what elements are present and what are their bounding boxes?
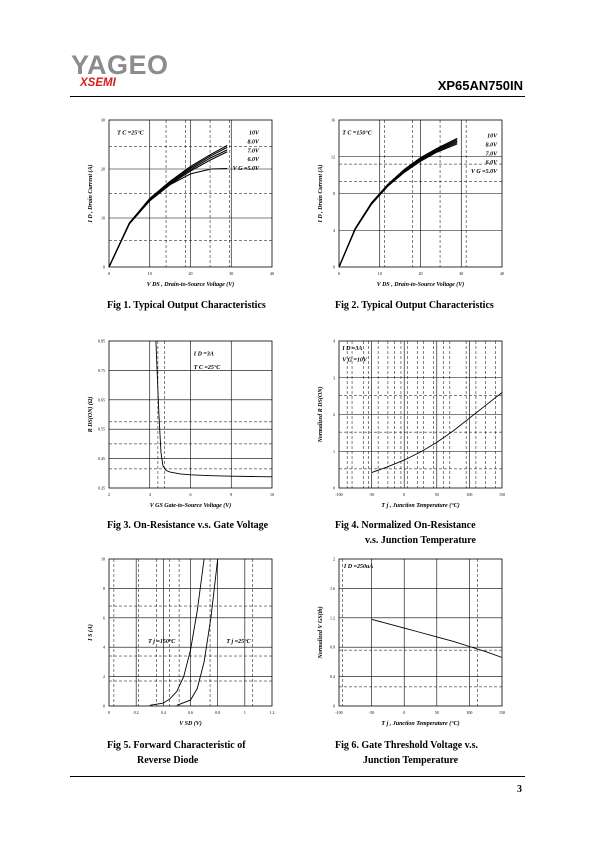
legend-entry: 8.0V (485, 142, 498, 149)
chart-annotation: T j =150°C (148, 638, 176, 645)
x-axis-label: V DS , Drain-to-Source Voltage (V) (376, 282, 465, 288)
y-tick-label: 1.6 (330, 585, 335, 591)
x-tick-label: 20 (188, 271, 193, 276)
x-tick-label: 10 (270, 492, 274, 497)
y-axis-label: I S (A) (88, 624, 94, 641)
fig5-svg (82, 551, 282, 731)
y-tick-label: 2 (103, 674, 105, 680)
y-tick-label: 0.55 (98, 426, 105, 432)
x-axis-label: V SD (V) (179, 721, 202, 727)
y-tick-label: 0.8 (330, 644, 335, 650)
fig6-caption-line1: Fig 6. Gate Threshold Voltage v.s. (335, 740, 478, 751)
fig1-svg (82, 112, 282, 292)
y-tick-label: 6 (103, 615, 105, 621)
fig2-chart (312, 112, 512, 292)
fig4-caption-line2: v.s. Junction Temperature (365, 535, 476, 546)
chart-annotation: I D =250uA (343, 563, 374, 570)
yageo-logo: YAGEO (71, 50, 169, 80)
y-tick-label: 0.35 (98, 485, 105, 491)
x-tick-label: -50 (368, 492, 375, 497)
x-tick-label: 0.2 (133, 710, 139, 715)
chart-annotation: T C =25°C (193, 364, 221, 371)
x-tick-label: 30 (459, 271, 464, 276)
series-line (339, 144, 457, 267)
y-tick-label: 1.2 (330, 615, 335, 621)
series-line (339, 138, 457, 267)
x-tick-label: 100 (466, 710, 473, 715)
header-rule (70, 96, 525, 97)
y-tick-label: 3 (333, 375, 335, 381)
x-tick-label: 30 (229, 271, 234, 276)
xsemi-logo: XSEMI (80, 77, 116, 89)
y-tick-label: 0 (333, 485, 335, 491)
fig6-caption (335, 738, 478, 768)
part-number: XP65AN750IN (437, 78, 523, 93)
x-tick-label: 4 (148, 492, 151, 497)
fig4-caption-line1: Fig 4. Normalized On-Resistance (335, 520, 476, 531)
series-line (109, 146, 227, 268)
y-tick-label: 10 (101, 556, 105, 562)
x-tick-label: 0.8 (215, 710, 221, 715)
legend-entry: V G =5.0V (470, 168, 498, 175)
x-tick-label: 0.4 (160, 710, 166, 715)
y-axis-label: R DS(ON) (Ω) (88, 396, 94, 433)
chart-annotation: T j =25°C (226, 638, 251, 645)
y-tick-label: 0.65 (98, 397, 105, 403)
fig4-caption (335, 518, 476, 548)
y-tick-label: 16 (331, 117, 335, 123)
fig3-caption: Fig 3. On-Resistance v.s. Gate Voltage (107, 520, 269, 531)
x-axis-label: T j , Junction Temperature (°C) (381, 721, 460, 727)
x-tick-label: 10 (377, 271, 382, 276)
x-tick-label: 1.2 (269, 710, 275, 715)
series-line (109, 150, 227, 267)
fig4-chart (312, 333, 512, 513)
x-tick-label: 8 (230, 492, 233, 497)
y-axis-label: I D , Drain Current (A) (318, 164, 324, 223)
x-tick-label: 40 (500, 271, 504, 276)
legend-entry: 7.0V (247, 148, 259, 155)
y-tick-label: 0 (103, 264, 105, 270)
y-tick-label: 2 (333, 412, 335, 417)
y-tick-label: 0.45 (98, 456, 105, 462)
y-tick-label: 0.75 (98, 367, 105, 373)
chart-annotation: I D =3A (342, 345, 363, 352)
x-tick-label: 0 (403, 710, 406, 715)
y-tick-label: 1 (333, 448, 335, 454)
y-tick-label: 0.4 (330, 674, 335, 680)
chart-annotation: V G =10V (342, 357, 367, 364)
fig5-caption-line2: Reverse Diode (137, 755, 199, 766)
fig4-svg (312, 333, 512, 513)
legend-entry: 10V (248, 130, 259, 137)
x-tick-label: 0 (108, 271, 110, 276)
fig1-chart (82, 112, 282, 292)
x-axis-label: V GS Gate-to-Source Voltage (V) (149, 503, 232, 509)
y-tick-label: 0 (333, 703, 335, 709)
series-line (177, 559, 218, 705)
series-line (109, 147, 227, 267)
chart-annotation: T C =25°C (117, 130, 144, 137)
fig6-chart (312, 551, 512, 731)
x-tick-label: -100 (335, 710, 343, 715)
x-tick-label: -100 (335, 492, 343, 497)
x-tick-label: -50 (368, 710, 375, 715)
x-tick-label: 150 (499, 710, 505, 715)
fig1-caption: Fig 1. Typical Output Characteristics (107, 300, 266, 311)
y-tick-label: 0 (333, 264, 335, 270)
x-tick-label: 2 (108, 492, 110, 497)
legend-entry: 7.0V (485, 151, 498, 158)
series-line (339, 143, 457, 268)
chart-annotation: T C =150°C (342, 130, 372, 137)
series-line (156, 341, 272, 477)
x-tick-label: 50 (434, 710, 439, 715)
footer-rule (70, 776, 525, 777)
x-tick-label: 10 (147, 271, 152, 276)
x-axis-label: T j , Junction Temperature (°C) (381, 503, 460, 509)
series-line (150, 559, 204, 705)
x-tick-label: 20 (418, 271, 423, 276)
y-tick-label: 30 (101, 117, 105, 123)
y-tick-label: 10 (101, 215, 105, 221)
fig2-caption: Fig 2. Typical Output Characteristics (335, 300, 494, 311)
y-axis-label: Normalized V GS(th) (318, 606, 324, 659)
x-tick-label: 0 (338, 271, 340, 276)
x-axis-label: V DS , Drain-to-Source Voltage (V) (146, 282, 235, 288)
legend-entry: 6.0V (485, 160, 498, 167)
fig5-caption (107, 738, 246, 768)
x-tick-label: 100 (466, 492, 473, 497)
fig6-svg (312, 551, 512, 731)
legend-entry: 10V (487, 133, 498, 140)
y-axis-label: Normalized R DS(ON) (318, 386, 324, 443)
y-tick-label: 2 (333, 556, 335, 562)
series-line (339, 140, 457, 267)
y-tick-label: 4 (333, 227, 335, 233)
fig6-caption-line2: Junction Temperature (363, 755, 459, 766)
y-tick-label: 8 (333, 191, 335, 196)
x-tick-label: 0 (403, 492, 406, 497)
fig3-chart (82, 333, 282, 513)
y-tick-label: 8 (103, 585, 105, 591)
x-tick-label: 150 (499, 492, 505, 497)
y-tick-label: 0.85 (98, 338, 105, 344)
y-axis-label: I D , Drain Current (A) (88, 164, 94, 223)
x-tick-label: 40 (270, 271, 274, 276)
y-tick-label: 4 (333, 338, 335, 344)
x-tick-label: 6 (189, 492, 192, 497)
page-number: 3 (517, 784, 522, 795)
y-tick-label: 12 (331, 154, 335, 160)
legend-entry: 8.0V (247, 139, 259, 146)
x-tick-label: 0 (108, 710, 110, 715)
y-tick-label: 4 (103, 644, 105, 650)
y-tick-label: 0 (103, 703, 105, 709)
fig2-svg (312, 112, 512, 292)
series-line (339, 141, 457, 267)
fig5-caption-line1: Fig 5. Forward Characteristic of (107, 740, 246, 751)
fig5-chart (82, 551, 282, 731)
y-tick-label: 20 (101, 166, 105, 172)
chart-annotation: I D =3A (193, 351, 214, 358)
x-tick-label: 50 (434, 492, 439, 497)
x-tick-label: 0.6 (188, 710, 193, 715)
x-tick-label: 1 (243, 710, 246, 715)
legend-entry: V G =5.0V (232, 165, 259, 172)
legend-entry: 6.0V (247, 157, 259, 164)
fig3-svg (82, 333, 282, 513)
